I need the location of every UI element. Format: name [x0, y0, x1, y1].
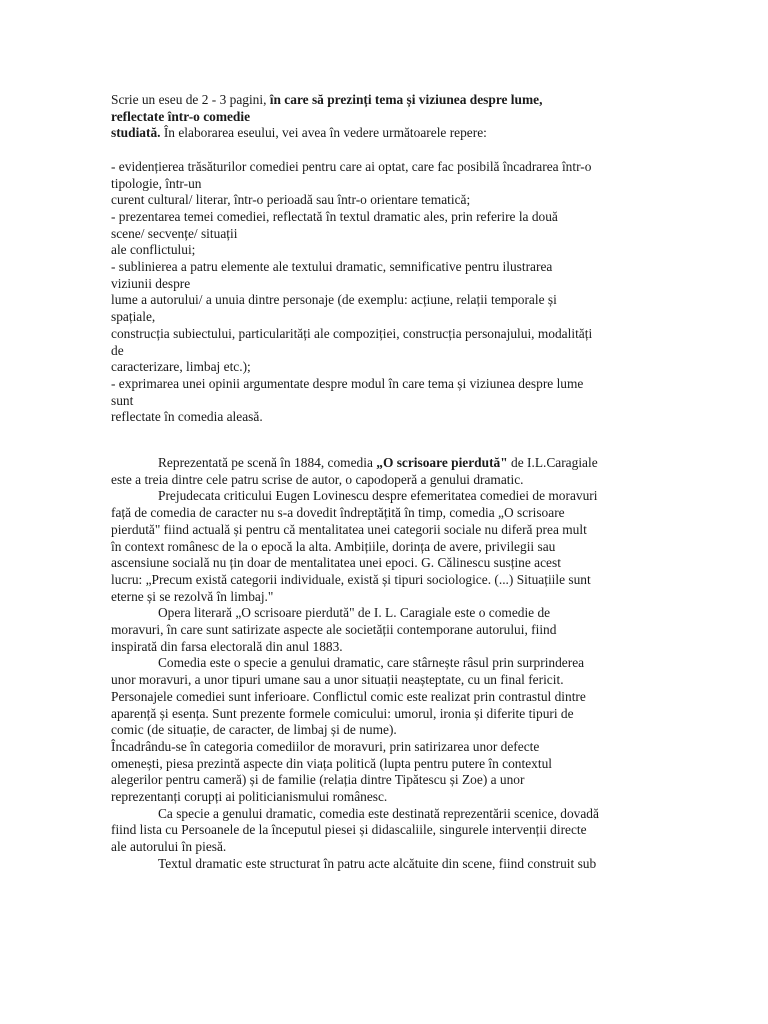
text-run: Opera literară „O scrisoare pierdută" de I. L. Caragiale este o comedie de: [158, 605, 551, 621]
essay-line: [111, 539, 656, 556]
essay-line: [111, 739, 656, 756]
essay-line: [111, 555, 656, 572]
text-run: Comedia este o specie a genului dramatic, care stârnește râsul prin surprinderea: [158, 655, 585, 671]
text-run: de: [111, 342, 124, 358]
text-run: - prezentarea temei comediei, reflectată în textul dramatic ales, prin referire la două: [111, 208, 558, 224]
text-run: Scrie un eseu de 2 - 3 pagini,: [111, 92, 270, 107]
text-run: omenești, piesa prezintă aspecte din viața politică (lupta pentru putere în contextul: [111, 755, 552, 771]
text-run: - sublinierea a patru elemente ale textului dramatic, semnificative pentru ilustrarea: [111, 259, 553, 275]
bold-text: în care să prezinți tema și viziunea despre lume,: [269, 92, 543, 107]
essay-line: [111, 522, 656, 539]
essay-line: [111, 856, 656, 873]
assignment-line: [111, 242, 656, 259]
assignment-line: [111, 292, 656, 309]
text-run: - evidențierea trăsăturilor comediei pentru care ai optat, care fac posibilă încadrarea într-o: [111, 158, 592, 174]
essay-line: [111, 622, 656, 639]
text-run: Textul dramatic este structurat în patru acte alcătuite din scene, fiind construit sub: [158, 855, 597, 871]
text-run: spațiale,: [111, 309, 156, 325]
text-run: viziunii despre: [111, 275, 191, 291]
essay-line: [111, 706, 656, 723]
essay-text: [111, 455, 656, 873]
bold-text: studiată.: [111, 125, 161, 141]
bold-text: „O scrisoare pierdută": [376, 455, 508, 470]
text-run: de I.L.Caragiale: [507, 455, 598, 470]
text-run: reprezentanți corupți ai politicianismului românesc.: [111, 789, 388, 805]
text-run: Personajele comediei sunt inferioare. Conflictul comic este realizat prin contrastul dintre: [111, 688, 586, 704]
assignment-line: [111, 343, 656, 360]
essay-line: [111, 689, 656, 706]
essay-line: [111, 756, 656, 773]
text-run: curent cultural/ literar, într-o perioadă sau într-o orientare tematică;: [111, 192, 471, 208]
text-run: lucru: „Precum există categorii individuale, există și tipuri sociologice. (...) Situațiile sunt: [111, 571, 591, 587]
essay-line: [111, 572, 656, 589]
text-run: ascensiune socială nu țin doar de mentalitatea unei epoci. G. Călinescu susține acest: [111, 555, 561, 571]
text-run: construcția subiectului, particularități ale compoziției, construcția personajului, modalități: [111, 325, 593, 341]
text-run: lume a autorului/ a unuia dintre personaje (de exemplu: acțiune, relații temporale și: [111, 292, 557, 308]
text-run: - exprimarea unei opinii argumentate despre modul în care tema și viziunea despre lume: [111, 375, 584, 391]
assignment-line: [111, 192, 656, 209]
assignment-line: [111, 176, 656, 193]
assignment-line: [111, 209, 656, 226]
essay-line: [111, 455, 656, 472]
essay-line: [111, 772, 656, 789]
text-run: unor moravuri, a unor tipuri umane sau a unor situații neașteptate, cu un final fericit.: [111, 672, 564, 688]
text-run: este a treia dintre cele patru scrise de autor, o capodoperă a genului dramatic.: [111, 471, 524, 487]
essay-line: [111, 822, 656, 839]
assignment-line: [111, 159, 656, 176]
text-run: fiind lista cu Persoanele de la începutul piesei și didascaliile, singurele intervenții directe: [111, 822, 587, 838]
text-run: comic (de situație, de caracter, de limbaj și de nume).: [111, 722, 397, 738]
text-run: În elaborarea eseului, vei avea în vedere următoarele repere:: [160, 125, 487, 141]
text-run: moravuri, în care sunt satirizate aspecte ale societății contemporane autorului, fiind: [111, 622, 557, 638]
assignment-line: [111, 259, 656, 276]
assignment-line: [111, 326, 656, 343]
text-run: caracterizare, limbaj etc.);: [111, 359, 251, 375]
text-run: în context românesc de la o epocă la alta. Ambițiile, dorința de avere, privilegii sau: [111, 538, 556, 554]
assignment-line: [111, 309, 656, 326]
text-run: reflectate în comedia aleasă.: [111, 409, 263, 425]
assignment-line: [111, 376, 656, 393]
text-run: tipologie, într-un: [111, 175, 202, 191]
essay-line: [111, 839, 656, 856]
text-run: alegerilor pentru cameră) și de familie (relația dintre Tipătescu și Zoe) a unor: [111, 772, 525, 788]
text-run: pierdută" fiind actuală și pentru că mentalitatea unei categorii sociale nu diferă prea mult: [111, 521, 587, 537]
essay-line: [111, 589, 656, 606]
text-run: Prejudecata criticului Eugen Lovinescu despre efemeritatea comediei de moravuri: [158, 488, 598, 504]
essay-line: [111, 789, 656, 806]
essay-line: [111, 488, 656, 505]
text-run: Încadrându-se în categoria comediilor de moravuri, prin satirizarea unor defecte: [111, 738, 540, 754]
essay-line: [111, 722, 656, 739]
essay-line: [111, 605, 656, 622]
assignment-line: [111, 109, 656, 126]
text-run: inspirată din farsa electorală din anul 1883.: [111, 638, 343, 654]
essay-line: [111, 672, 656, 689]
text-run: ale conflictului;: [111, 242, 196, 258]
assignment-line: [111, 92, 656, 109]
assignment-line: [111, 276, 656, 293]
essay-assignment: [111, 92, 656, 426]
text-run: Ca specie a genului dramatic, comedia este destinată reprezentării scenice, dovadă: [158, 805, 599, 821]
assignment-line: [111, 393, 656, 410]
essay-line: [111, 655, 656, 672]
assignment-line: [111, 409, 656, 426]
text-run: Reprezentată pe scenă în 1884, comedia: [158, 455, 377, 470]
text-run: sunt: [111, 392, 134, 408]
assignment-line: [111, 226, 656, 243]
bold-text: reflectate într-o comedie: [111, 108, 251, 124]
text-run: ale autorului în piesă.: [111, 839, 227, 855]
essay-line: [111, 639, 656, 656]
essay-line: [111, 472, 656, 489]
text-run: față de comedia de caracter nu s-a dovedit îndreptățită în timp, comedia „O scrisoare: [111, 505, 565, 521]
assignment-line: [111, 125, 656, 142]
text-run: aparență și esența. Sunt prezente formele comicului: umorul, ironia și diferite tipuri de: [111, 705, 574, 721]
essay-line: [111, 806, 656, 823]
assignment-line: [111, 142, 656, 159]
assignment-line: [111, 359, 656, 376]
essay-line: [111, 505, 656, 522]
text-run: scene/ secvențe/ situații: [111, 225, 238, 241]
text-run: eterne și se rezolvă în limbaj.": [111, 588, 274, 604]
